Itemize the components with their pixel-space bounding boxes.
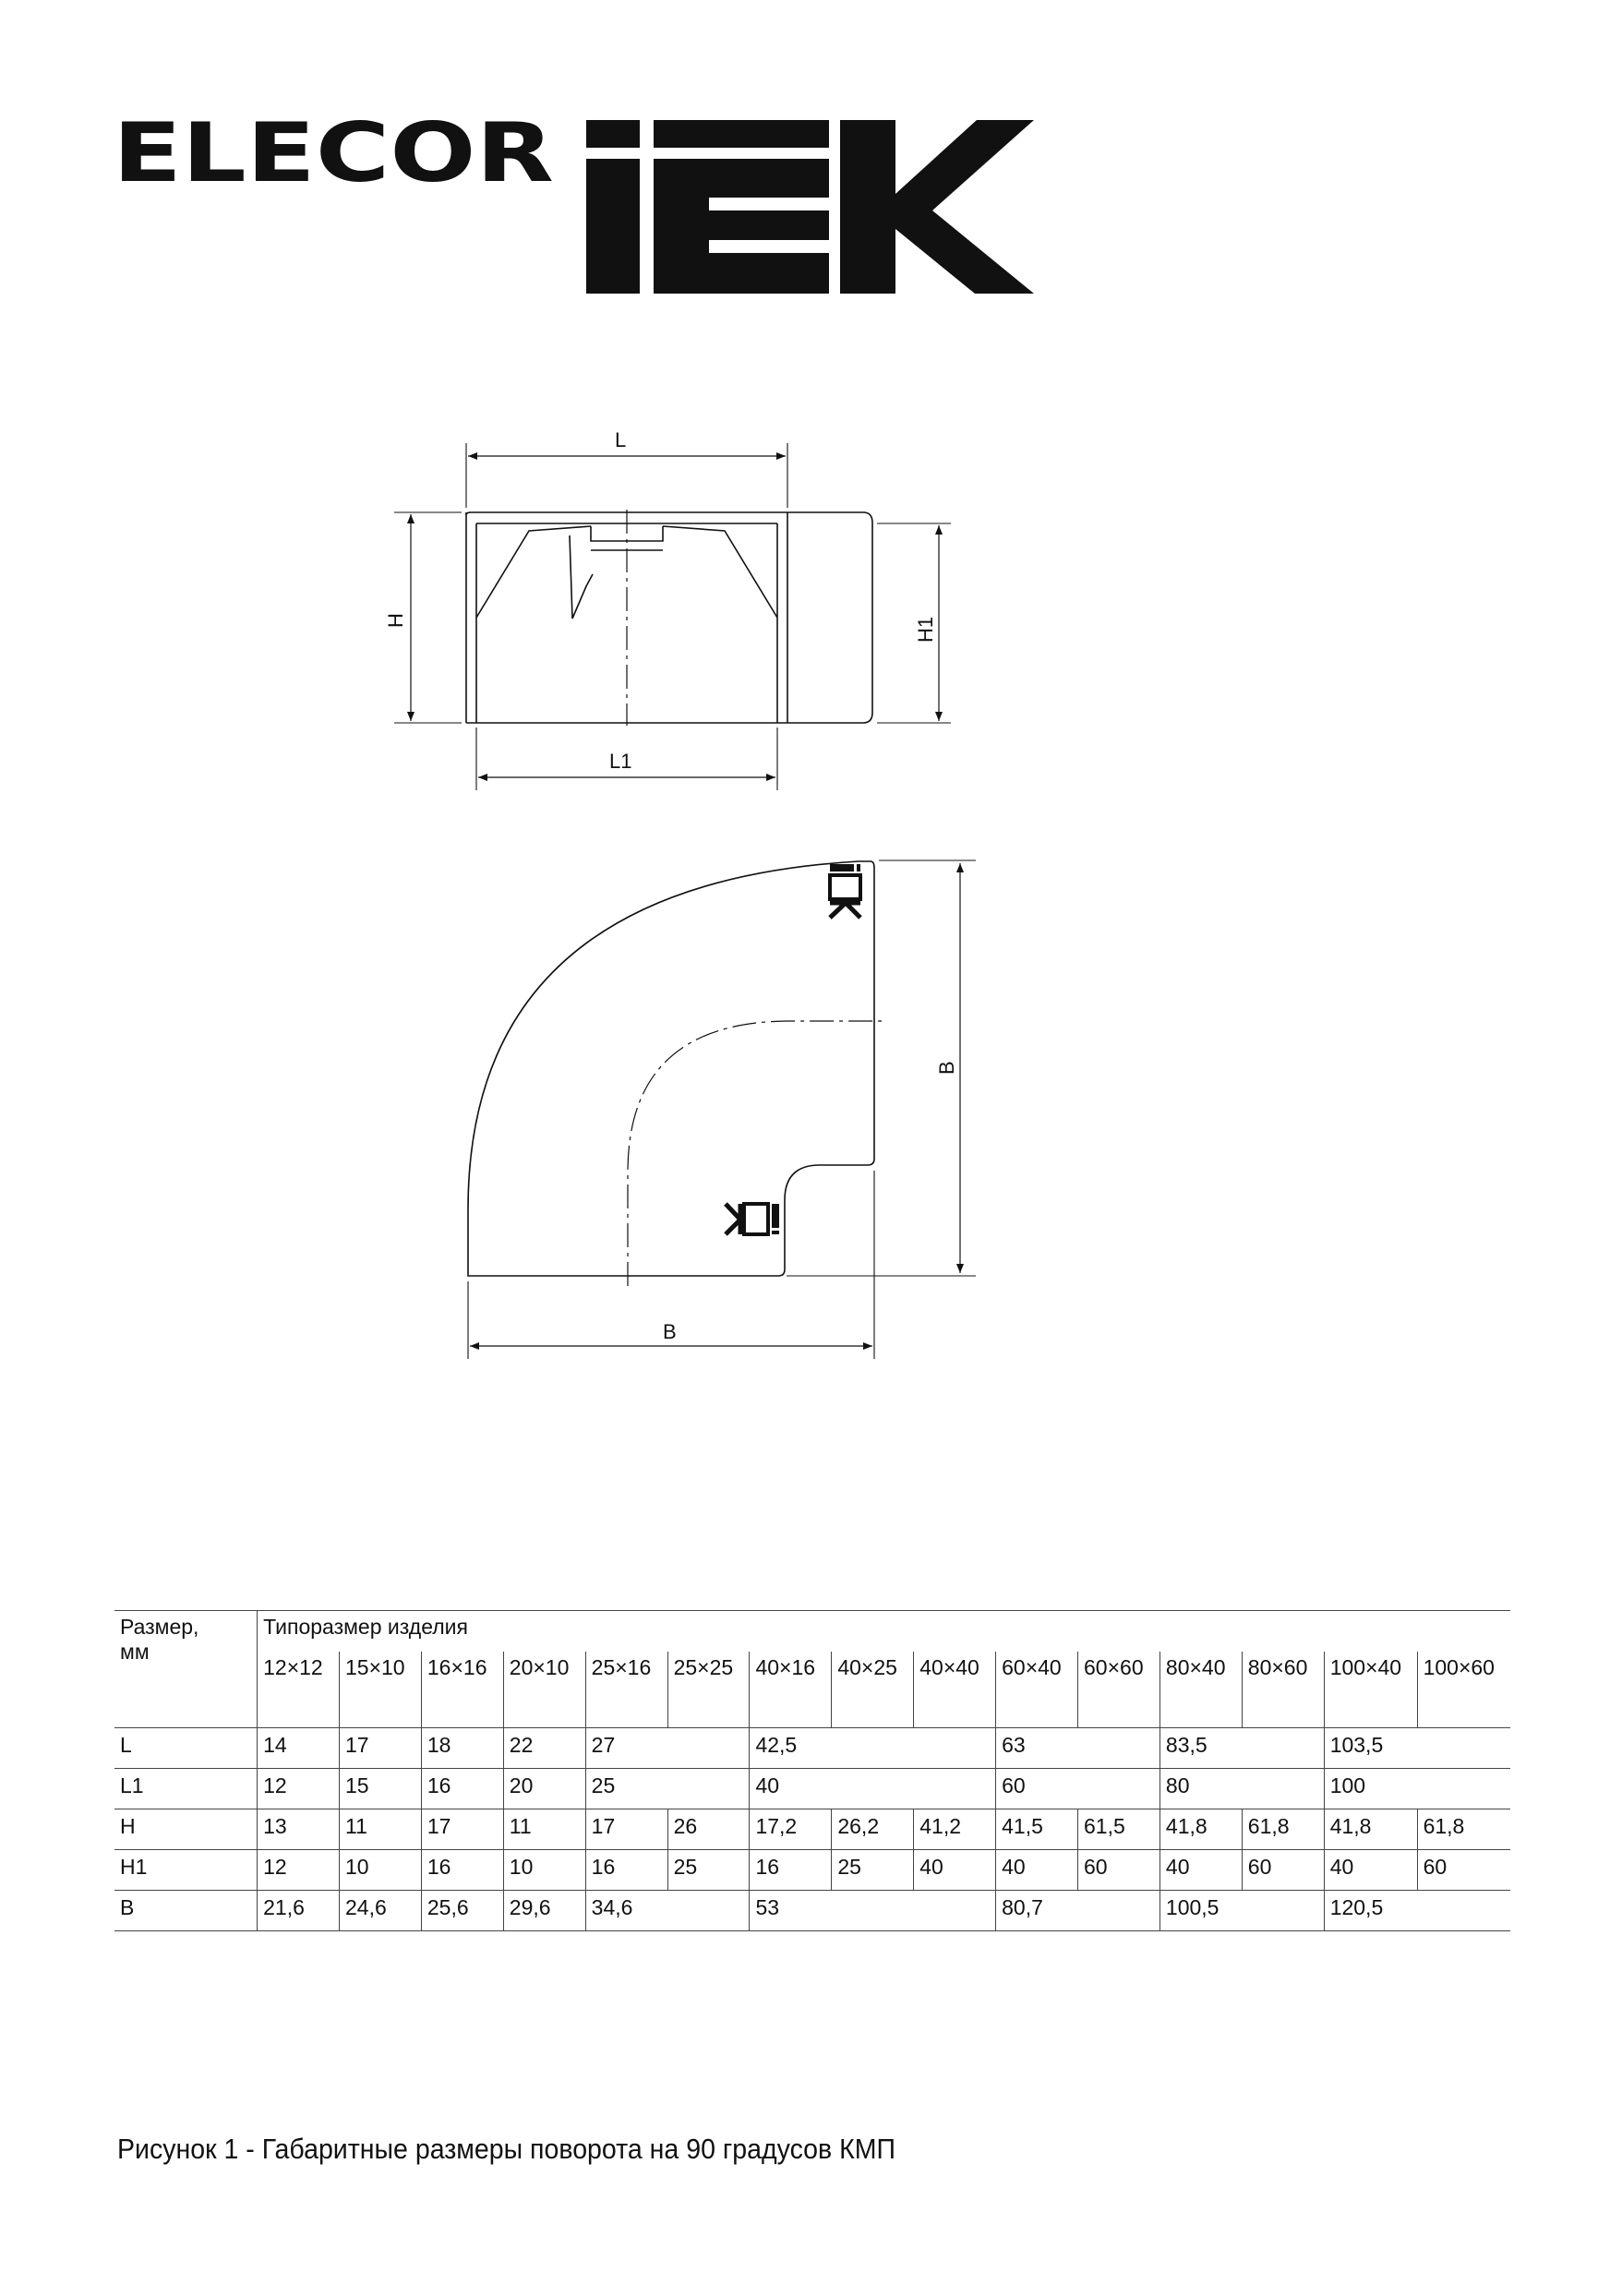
table-cell: 18 [421, 1728, 503, 1769]
table-cell: 16 [421, 1769, 503, 1809]
table-cell: 41,8 [1159, 1809, 1242, 1850]
table-cell: 40 [1324, 1850, 1417, 1891]
table-row [114, 1809, 1510, 1850]
table-cell: 60 [1417, 1850, 1510, 1891]
type-header-cell: 25×16 [585, 1652, 667, 1728]
plan-view [468, 860, 976, 1359]
table-cell: 17 [585, 1809, 667, 1850]
table-cell: 24,6 [340, 1891, 422, 1931]
table-cell: 100 [1324, 1769, 1510, 1809]
table-row [114, 1769, 1510, 1809]
table-cell: 21,6 [258, 1891, 340, 1931]
type-header-cell: 60×40 [996, 1652, 1078, 1728]
type-header-cell: 12×12 [258, 1652, 340, 1728]
table-cell: 42,5 [750, 1728, 996, 1769]
table-cell: 60 [996, 1769, 1160, 1809]
table-row [114, 1728, 1510, 1769]
table-cell: 26,2 [832, 1809, 914, 1850]
dimensions-table [114, 1610, 1510, 1931]
iek-mark-bottom [726, 1204, 779, 1234]
table-cell: 12 [258, 1769, 340, 1809]
table-cell: 16 [750, 1850, 832, 1891]
table-row [114, 1891, 1510, 1931]
type-header-cell: 80×60 [1242, 1652, 1324, 1728]
table-cell: 40 [1159, 1850, 1242, 1891]
dim-label-l1: L1 [609, 750, 632, 773]
table-cell: 120,5 [1324, 1891, 1510, 1931]
table-cell: 83,5 [1159, 1728, 1324, 1769]
row-label-cell: L [114, 1728, 258, 1769]
type-header-cell: 40×16 [750, 1652, 832, 1728]
table-cell: 103,5 [1324, 1728, 1510, 1769]
table-cell: 26 [667, 1809, 750, 1850]
table-cell: 17,2 [750, 1809, 832, 1850]
iek-mark-top [830, 864, 860, 918]
table-cell: 11 [503, 1809, 585, 1850]
table-cell: 16 [585, 1850, 667, 1891]
table-cell: 14 [258, 1728, 340, 1769]
table-cell: 20 [503, 1769, 585, 1809]
table-cell: 53 [750, 1891, 996, 1931]
type-header-cell: 25×25 [667, 1652, 750, 1728]
type-header-cell: Типоразмер изделия [258, 1611, 1510, 1653]
dim-label-h: H [384, 613, 407, 628]
dim-label-h1: H1 [914, 616, 937, 643]
table-cell: 15 [340, 1769, 422, 1809]
table-cell: 40 [750, 1769, 996, 1809]
table-cell: 29,6 [503, 1891, 585, 1931]
table-cell: 61,8 [1417, 1809, 1510, 1850]
table-cell: 40 [914, 1850, 996, 1891]
table-cell: 10 [503, 1850, 585, 1891]
table-cell: 41,2 [914, 1809, 996, 1850]
table-cell: 22 [503, 1728, 585, 1769]
row-label-cell: H [114, 1809, 258, 1850]
param-header-cell: Размер, мм [114, 1611, 258, 1728]
type-header-cell: 100×40 [1324, 1652, 1417, 1728]
table-cell: 41,8 [1324, 1809, 1417, 1850]
table-cell: 60 [1078, 1850, 1160, 1891]
type-header-cell: 40×25 [832, 1652, 914, 1728]
row-label-cell: B [114, 1891, 258, 1931]
type-header-cell: 40×40 [914, 1652, 996, 1728]
table-cell: 17 [340, 1728, 422, 1769]
front-view [394, 443, 951, 790]
table-cell: 34,6 [585, 1891, 750, 1931]
type-header-cell: 60×60 [1078, 1652, 1160, 1728]
dim-label-b-vertical: B [935, 1061, 958, 1075]
table-cell: 63 [996, 1728, 1160, 1769]
table-cell: 60 [1242, 1850, 1324, 1891]
table-cell: 13 [258, 1809, 340, 1850]
table-cell: 25 [832, 1850, 914, 1891]
table-cell: 10 [340, 1850, 422, 1891]
table-cell: 40 [996, 1850, 1078, 1891]
table-cell: 12 [258, 1850, 340, 1891]
table-header-row [114, 1611, 1510, 1653]
table-cell: 41,5 [996, 1809, 1078, 1850]
table-cell: 100,5 [1159, 1891, 1324, 1931]
row-label-cell: L1 [114, 1769, 258, 1809]
table-cell: 61,8 [1242, 1809, 1324, 1850]
figure-caption: Рисунок 1 - Габаритные размеры поворота на 90 градусов КМП [117, 2133, 895, 2165]
table-row [114, 1850, 1510, 1891]
table-cell: 25 [667, 1850, 750, 1891]
elecor-wordmark: ELECOR [113, 105, 554, 200]
table-cell: 11 [340, 1809, 422, 1850]
table-cell: 61,5 [1078, 1809, 1160, 1850]
dim-label-b-horizontal: B [663, 1320, 677, 1343]
dim-label-l: L [615, 428, 627, 451]
type-header-cell: 20×10 [503, 1652, 585, 1728]
type-header-cell: 16×16 [421, 1652, 503, 1728]
type-header-cell: 80×40 [1159, 1652, 1242, 1728]
row-label-cell: H1 [114, 1850, 258, 1891]
table-cell: 25,6 [421, 1891, 503, 1931]
type-header-cell: 100×60 [1417, 1652, 1510, 1728]
table-cell: 80,7 [996, 1891, 1160, 1931]
table-types-row [114, 1652, 1510, 1728]
table-cell: 17 [421, 1809, 503, 1850]
type-header-cell: 15×10 [340, 1652, 422, 1728]
table-cell: 16 [421, 1850, 503, 1891]
table-cell: 80 [1159, 1769, 1324, 1809]
table-cell: 27 [585, 1728, 750, 1769]
table-cell: 25 [585, 1769, 750, 1809]
